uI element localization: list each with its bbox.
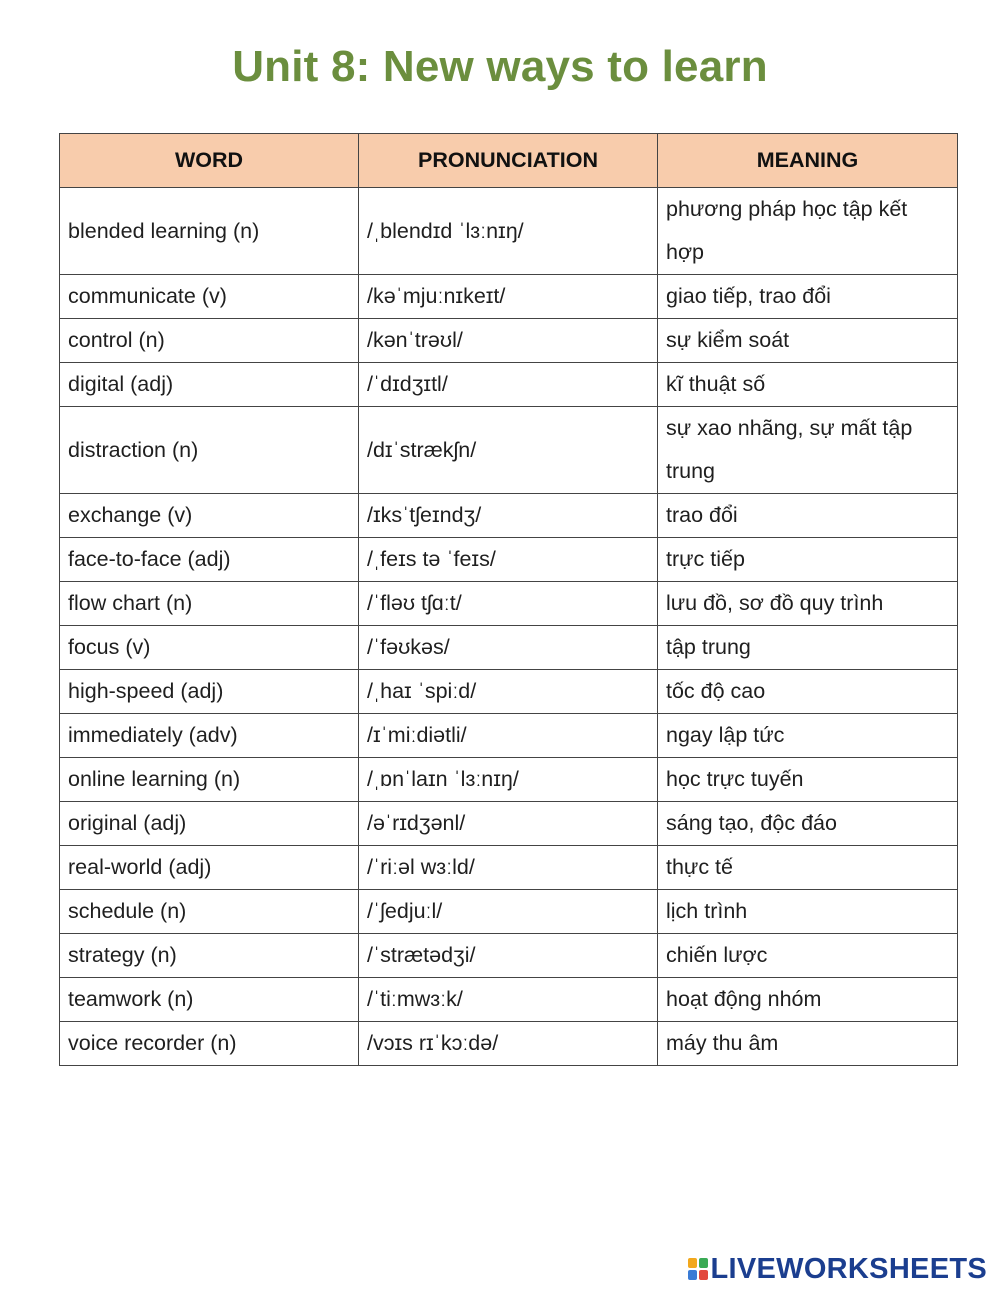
table-row	[60, 275, 958, 319]
cell-word: exchange (v)	[60, 494, 359, 538]
cell-pronunciation: /ˌhaɪ ˈspiːd/	[359, 670, 658, 714]
logo-text: LIVEWORKSHEETS	[710, 1252, 987, 1285]
cell-meaning: trao đổi	[658, 494, 958, 538]
table-row	[60, 758, 958, 802]
liveworksheets-logo-icon	[688, 1258, 708, 1280]
cell-pronunciation: /vɔɪs rɪˈkɔːdə/	[359, 1022, 658, 1066]
cell-pronunciation: /ˈstrætədʒi/	[359, 934, 658, 978]
table-row	[60, 670, 958, 714]
cell-word: strategy (n)	[60, 934, 359, 978]
cell-word: voice recorder (n)	[60, 1022, 359, 1066]
cell-pronunciation: /ɪˈmiːdiətli/	[359, 714, 658, 758]
cell-pronunciation: /kənˈtrəʊl/	[359, 319, 658, 363]
cell-word: teamwork (n)	[60, 978, 359, 1022]
cell-meaning: ngay lập tức	[658, 714, 958, 758]
cell-word: focus (v)	[60, 626, 359, 670]
cell-meaning: lịch trình	[658, 890, 958, 934]
cell-pronunciation: /ˈʃedjuːl/	[359, 890, 658, 934]
table-row	[60, 1022, 958, 1066]
cell-meaning: sáng tạo, độc đáo	[658, 802, 958, 846]
table-row	[60, 582, 958, 626]
cell-meaning: chiến lược	[658, 934, 958, 978]
cell-word: real-world (adj)	[60, 846, 359, 890]
cell-pronunciation: /ˌfeɪs tə ˈfeɪs/	[359, 538, 658, 582]
cell-pronunciation: /ˌɒnˈlaɪn ˈlɜːnɪŋ/	[359, 758, 658, 802]
cell-pronunciation: /əˈrɪdʒənl/	[359, 802, 658, 846]
cell-word: schedule (n)	[60, 890, 359, 934]
cell-pronunciation: /ˌblendɪd ˈlɜːnɪŋ/	[359, 188, 658, 275]
cell-meaning: thực tế	[658, 846, 958, 890]
cell-word: communicate (v)	[60, 275, 359, 319]
cell-meaning: giao tiếp, trao đổi	[658, 275, 958, 319]
table-row	[60, 188, 958, 275]
table-row	[60, 626, 958, 670]
table-row	[60, 319, 958, 363]
cell-pronunciation: /dɪˈstrækʃn/	[359, 407, 658, 494]
cell-meaning: kĩ thuật số	[658, 363, 958, 407]
table-row	[60, 538, 958, 582]
cell-word: original (adj)	[60, 802, 359, 846]
cell-pronunciation: /ˈriːəl wɜːld/	[359, 846, 658, 890]
cell-meaning: trực tiếp	[658, 538, 958, 582]
cell-meaning: sự xao nhãng, sự mất tập trung	[658, 407, 958, 494]
cell-word: high-speed (adj)	[60, 670, 359, 714]
table-row	[60, 802, 958, 846]
table-row	[60, 890, 958, 934]
cell-word: flow chart (n)	[60, 582, 359, 626]
header-pronunciation: PRONUNCIATION	[359, 134, 658, 188]
cell-meaning: tập trung	[658, 626, 958, 670]
table-header-row	[60, 134, 958, 188]
cell-meaning: máy thu âm	[658, 1022, 958, 1066]
vocabulary-table	[59, 133, 958, 1066]
cell-word: distraction (n)	[60, 407, 359, 494]
cell-meaning: phương pháp học tập kết hợp	[658, 188, 958, 275]
table-row	[60, 407, 958, 494]
cell-word: blended learning (n)	[60, 188, 359, 275]
table-row	[60, 978, 958, 1022]
cell-word: face-to-face (adj)	[60, 538, 359, 582]
cell-pronunciation: /ˈdɪdʒɪtl/	[359, 363, 658, 407]
cell-meaning: học trực tuyến	[658, 758, 958, 802]
cell-meaning: tốc độ cao	[658, 670, 958, 714]
liveworksheets-logo	[688, 1252, 988, 1286]
cell-word: online learning (n)	[60, 758, 359, 802]
table-row	[60, 846, 958, 890]
cell-pronunciation: /ˈfəʊkəs/	[359, 626, 658, 670]
header-word: WORD	[60, 134, 359, 188]
table-row	[60, 714, 958, 758]
table-row	[60, 363, 958, 407]
page-title: Unit 8: New ways to learn	[232, 42, 768, 91]
cell-word: control (n)	[60, 319, 359, 363]
table-row	[60, 494, 958, 538]
cell-pronunciation: /ɪksˈtʃeɪndʒ/	[359, 494, 658, 538]
cell-word: digital (adj)	[60, 363, 359, 407]
cell-meaning: hoạt động nhóm	[658, 978, 958, 1022]
cell-meaning: lưu đồ, sơ đồ quy trình	[658, 582, 958, 626]
table-row	[60, 934, 958, 978]
cell-pronunciation: /ˈtiːmwɜːk/	[359, 978, 658, 1022]
header-meaning: MEANING	[658, 134, 958, 188]
cell-pronunciation: /kəˈmjuːnɪkeɪt/	[359, 275, 658, 319]
cell-pronunciation: /ˈfləʊ tʃɑːt/	[359, 582, 658, 626]
cell-word: immediately (adv)	[60, 714, 359, 758]
cell-meaning: sự kiểm soát	[658, 319, 958, 363]
